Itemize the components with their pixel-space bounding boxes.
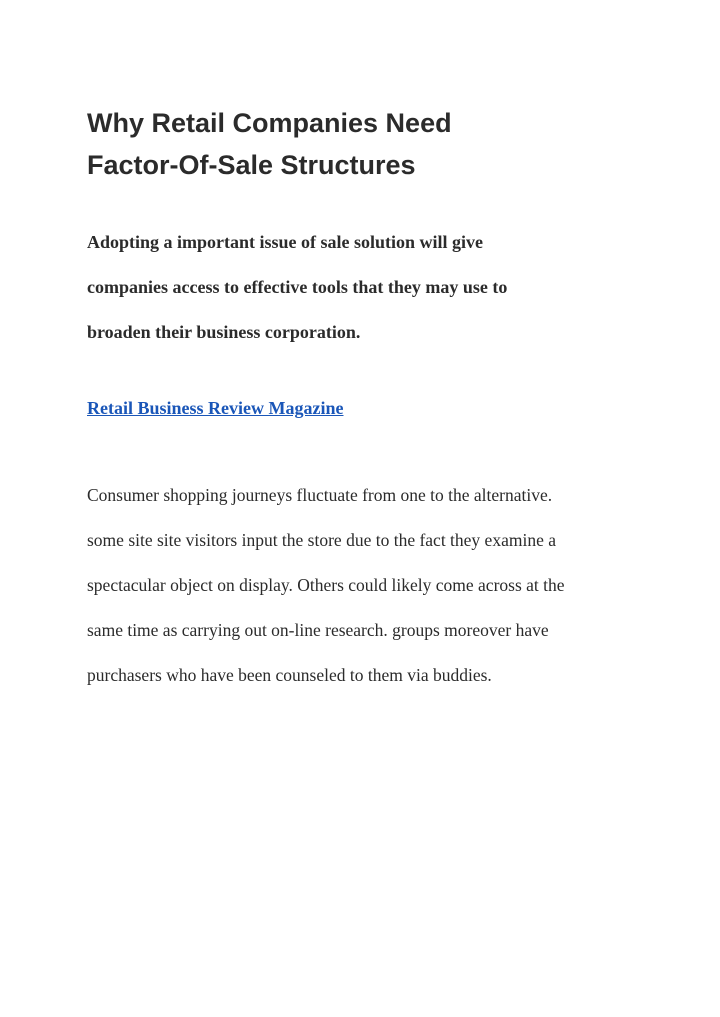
body-line-1: Consumer shopping journeys fluctuate from one to the alternative.	[87, 485, 553, 505]
page-title	[87, 102, 647, 186]
body-line-4: same time as carrying out on-line research. groups moreover have	[87, 620, 549, 640]
source-link[interactable]: Retail Business Review Magazine	[87, 398, 344, 418]
lead-line-1: Adopting a important issue of sale solution will give	[87, 232, 484, 252]
body-line-2: some site site visitors input the store due to the fact they examine a	[87, 530, 556, 550]
body-line-3: spectacular object on display. Others could likely come across at the	[87, 575, 565, 595]
title-line-2: Factor-Of-Sale Structures	[87, 150, 416, 180]
lead-paragraph	[87, 220, 667, 355]
body-paragraph	[87, 473, 667, 698]
lead-line-2: companies access to effective tools that they may use to	[87, 277, 508, 297]
title-line-1: Why Retail Companies Need	[87, 108, 452, 138]
lead-line-3: broaden their business corporation.	[87, 322, 361, 342]
body-line-5: purchasers who have been counseled to them via buddies.	[87, 665, 492, 685]
